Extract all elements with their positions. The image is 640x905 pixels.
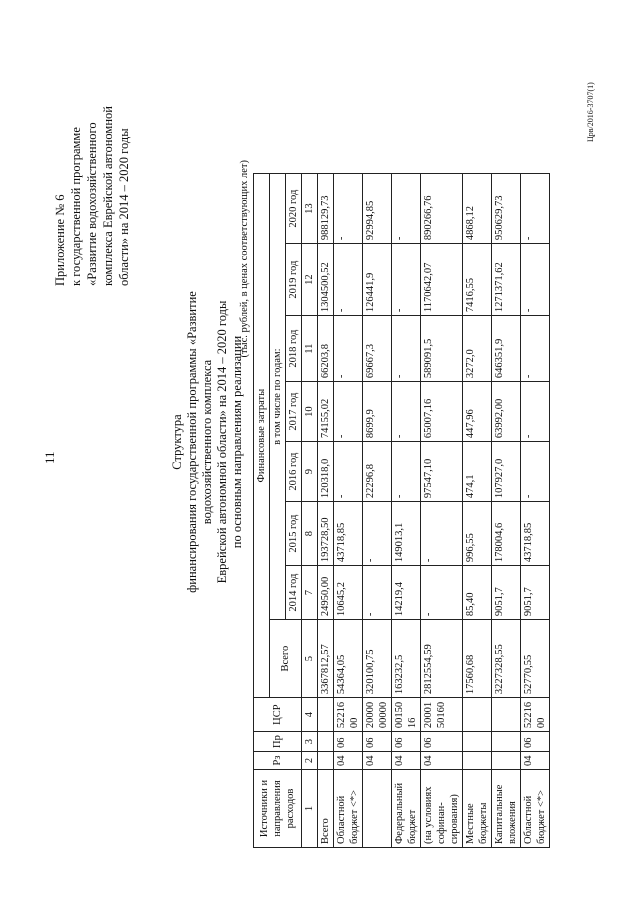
- title-line: Структура: [170, 414, 184, 470]
- row-pr: [463, 732, 492, 752]
- column-number: 1: [302, 770, 318, 848]
- header-row: [254, 174, 270, 848]
- header-year: 2017 год: [286, 382, 302, 442]
- header-by-year: в том числе по годам:: [270, 174, 286, 620]
- unit-note: (тыс. рублей, в ценах соответствующих лет): [239, 160, 250, 358]
- header-csr: ЦСР: [254, 698, 302, 732]
- row-year-value: -: [363, 502, 392, 566]
- column-number: 4: [302, 698, 318, 732]
- row-year-value: 149013,1: [392, 502, 421, 566]
- row-year-value: 950629,73: [492, 174, 521, 244]
- row-year-value: 178004,6: [492, 502, 521, 566]
- table-body: [318, 174, 550, 848]
- row-name: Капитальные вложения: [492, 770, 521, 848]
- row-year-value: 97547,10: [421, 442, 463, 502]
- row-year-value: 63992,00: [492, 382, 521, 442]
- row-year-value: -: [334, 174, 363, 244]
- table-row: [421, 174, 463, 848]
- column-number: 8: [302, 502, 318, 566]
- row-total: 320100,75: [363, 620, 392, 698]
- row-year-value: -: [521, 244, 550, 316]
- row-name: Всего: [318, 770, 334, 848]
- row-year-value: -: [392, 174, 421, 244]
- row-year-value: 126441,9: [363, 244, 392, 316]
- table-row: [334, 174, 363, 848]
- row-pr: 06: [334, 732, 363, 752]
- row-csr: 52216 00: [521, 698, 550, 732]
- row-year-value: 14219,4: [392, 566, 421, 620]
- column-number: 3: [302, 732, 318, 752]
- row-total: 54364,05: [334, 620, 363, 698]
- column-number: 7: [302, 566, 318, 620]
- header-year: 2015 год: [286, 502, 302, 566]
- header-year: 2019 год: [286, 244, 302, 316]
- row-year-value: 890266,76: [421, 174, 463, 244]
- row-year-value: -: [421, 502, 463, 566]
- table-row: [363, 174, 392, 848]
- row-rz: [463, 752, 492, 770]
- row-total: 3227328,55: [492, 620, 521, 698]
- financing-table: [253, 173, 550, 848]
- row-year-value: 447,96: [463, 382, 492, 442]
- row-rz: [492, 752, 521, 770]
- header-year: 2018 год: [286, 316, 302, 382]
- row-year-value: 646351,9: [492, 316, 521, 382]
- column-number: 5: [302, 620, 318, 698]
- row-year-value: -: [334, 244, 363, 316]
- row-pr: 06: [363, 732, 392, 752]
- table-row: [521, 174, 550, 848]
- header-year: 2020 год: [286, 174, 302, 244]
- row-year-value: -: [521, 382, 550, 442]
- row-year-value: -: [392, 316, 421, 382]
- header-rz: Рз: [254, 752, 302, 770]
- header-year: 2014 год: [286, 566, 302, 620]
- row-year-value: -: [363, 566, 392, 620]
- row-pr: [492, 732, 521, 752]
- row-total: 3367812,57: [318, 620, 334, 698]
- row-year-value: 66203,8: [318, 316, 334, 382]
- row-year-value: 43718,85: [521, 502, 550, 566]
- row-rz: 04: [521, 752, 550, 770]
- row-year-value: 996,55: [463, 502, 492, 566]
- row-rz: [318, 752, 334, 770]
- document-title: [170, 237, 245, 647]
- row-year-value: 69667,3: [363, 316, 392, 382]
- column-number: 9: [302, 442, 318, 502]
- row-year-value: 9051,7: [492, 566, 521, 620]
- column-number-row: [302, 174, 318, 848]
- row-year-value: 193728,50: [318, 502, 334, 566]
- row-csr: [463, 698, 492, 732]
- row-year-value: 474,1: [463, 442, 492, 502]
- row-csr: [318, 698, 334, 732]
- row-csr: 00150 16: [392, 698, 421, 732]
- column-number: 13: [302, 174, 318, 244]
- title-line: финансирования государственной программы «Развитие водохозяйственного комплекса: [185, 291, 214, 593]
- appendix-line: к государственной программе: [69, 127, 83, 286]
- row-year-value: -: [392, 442, 421, 502]
- row-year-value: 1304500,52: [318, 244, 334, 316]
- appendix-header: [52, 56, 132, 286]
- row-year-value: 74155,02: [318, 382, 334, 442]
- row-year-value: 43718,85: [334, 502, 363, 566]
- row-pr: 06: [392, 732, 421, 752]
- row-rz: 04: [392, 752, 421, 770]
- row-year-value: 1170642,07: [421, 244, 463, 316]
- row-year-value: -: [521, 442, 550, 502]
- header-source: Источники и направления расходов: [254, 770, 302, 848]
- row-year-value: 9051,7: [521, 566, 550, 620]
- column-number: 2: [302, 752, 318, 770]
- row-year-value: 7416,55: [463, 244, 492, 316]
- row-name: Областной бюджет <*>: [334, 770, 363, 848]
- row-year-value: 92994,85: [363, 174, 392, 244]
- row-year-value: 10645,2: [334, 566, 363, 620]
- row-rz: 04: [334, 752, 363, 770]
- row-year-value: 4868,12: [463, 174, 492, 244]
- row-year-value: 120318,0: [318, 442, 334, 502]
- row-year-value: -: [334, 316, 363, 382]
- appendix-line: области» на 2014 – 2020 годы: [117, 128, 131, 286]
- row-year-value: -: [392, 244, 421, 316]
- title-line: Еврейской автономной области» на 2014 – 2020 годы: [215, 300, 229, 584]
- row-total: 17560,68: [463, 620, 492, 698]
- row-year-value: -: [521, 174, 550, 244]
- document-code: Црв/2016-3707(1): [586, 82, 595, 142]
- column-number: 11: [302, 316, 318, 382]
- row-year-value: 589091,5: [421, 316, 463, 382]
- row-pr: 06: [421, 732, 463, 752]
- row-csr: 20001 50160: [421, 698, 463, 732]
- row-name: Местные бюджеты: [463, 770, 492, 848]
- row-total: 163232,5: [392, 620, 421, 698]
- header-year: 2016 год: [286, 442, 302, 502]
- column-number: 10: [302, 382, 318, 442]
- row-year-value: -: [421, 566, 463, 620]
- row-year-value: 3272,0: [463, 316, 492, 382]
- header-pr: Пр: [254, 732, 302, 752]
- row-year-value: 1271371,62: [492, 244, 521, 316]
- header-total: Всего: [270, 620, 302, 698]
- appendix-line: Приложение № 6: [53, 194, 67, 286]
- row-name: (на условиях софинан-сирования): [421, 770, 463, 848]
- row-year-value: -: [521, 316, 550, 382]
- appendix-line: «Развитие водохозяйственного: [85, 122, 99, 286]
- row-year-value: 65007,16: [421, 382, 463, 442]
- row-year-value: -: [334, 382, 363, 442]
- row-total: 2812554,59: [421, 620, 463, 698]
- table-row: [463, 174, 492, 848]
- row-year-value: 24950,00: [318, 566, 334, 620]
- appendix-line: комплекса Еврейской автономной: [101, 106, 115, 286]
- table-row: [392, 174, 421, 848]
- row-year-value: 85,40: [463, 566, 492, 620]
- row-csr: [492, 698, 521, 732]
- row-year-value: -: [334, 442, 363, 502]
- table-row: [318, 174, 334, 848]
- row-year-value: -: [392, 382, 421, 442]
- rotated-page: [20, 22, 620, 882]
- column-number: 12: [302, 244, 318, 316]
- table-row: [492, 174, 521, 848]
- page-number: 11: [42, 451, 57, 464]
- row-total: 52770,55: [521, 620, 550, 698]
- row-rz: 04: [363, 752, 392, 770]
- row-year-value: 8699,9: [363, 382, 392, 442]
- row-pr: [318, 732, 334, 752]
- row-pr: 06: [521, 732, 550, 752]
- header-costs: Финансовые затраты: [254, 174, 270, 698]
- row-csr: 20000 00000: [363, 698, 392, 732]
- row-name: [363, 770, 392, 848]
- row-year-value: 107927,0: [492, 442, 521, 502]
- title-line: по основным направлениям реализации: [230, 335, 244, 549]
- row-year-value: 22296,8: [363, 442, 392, 502]
- row-year-value: 988129,73: [318, 174, 334, 244]
- row-name: Федеральный бюджет: [392, 770, 421, 848]
- row-rz: 04: [421, 752, 463, 770]
- row-name: Областной бюджет <*>: [521, 770, 550, 848]
- row-csr: 52216 00: [334, 698, 363, 732]
